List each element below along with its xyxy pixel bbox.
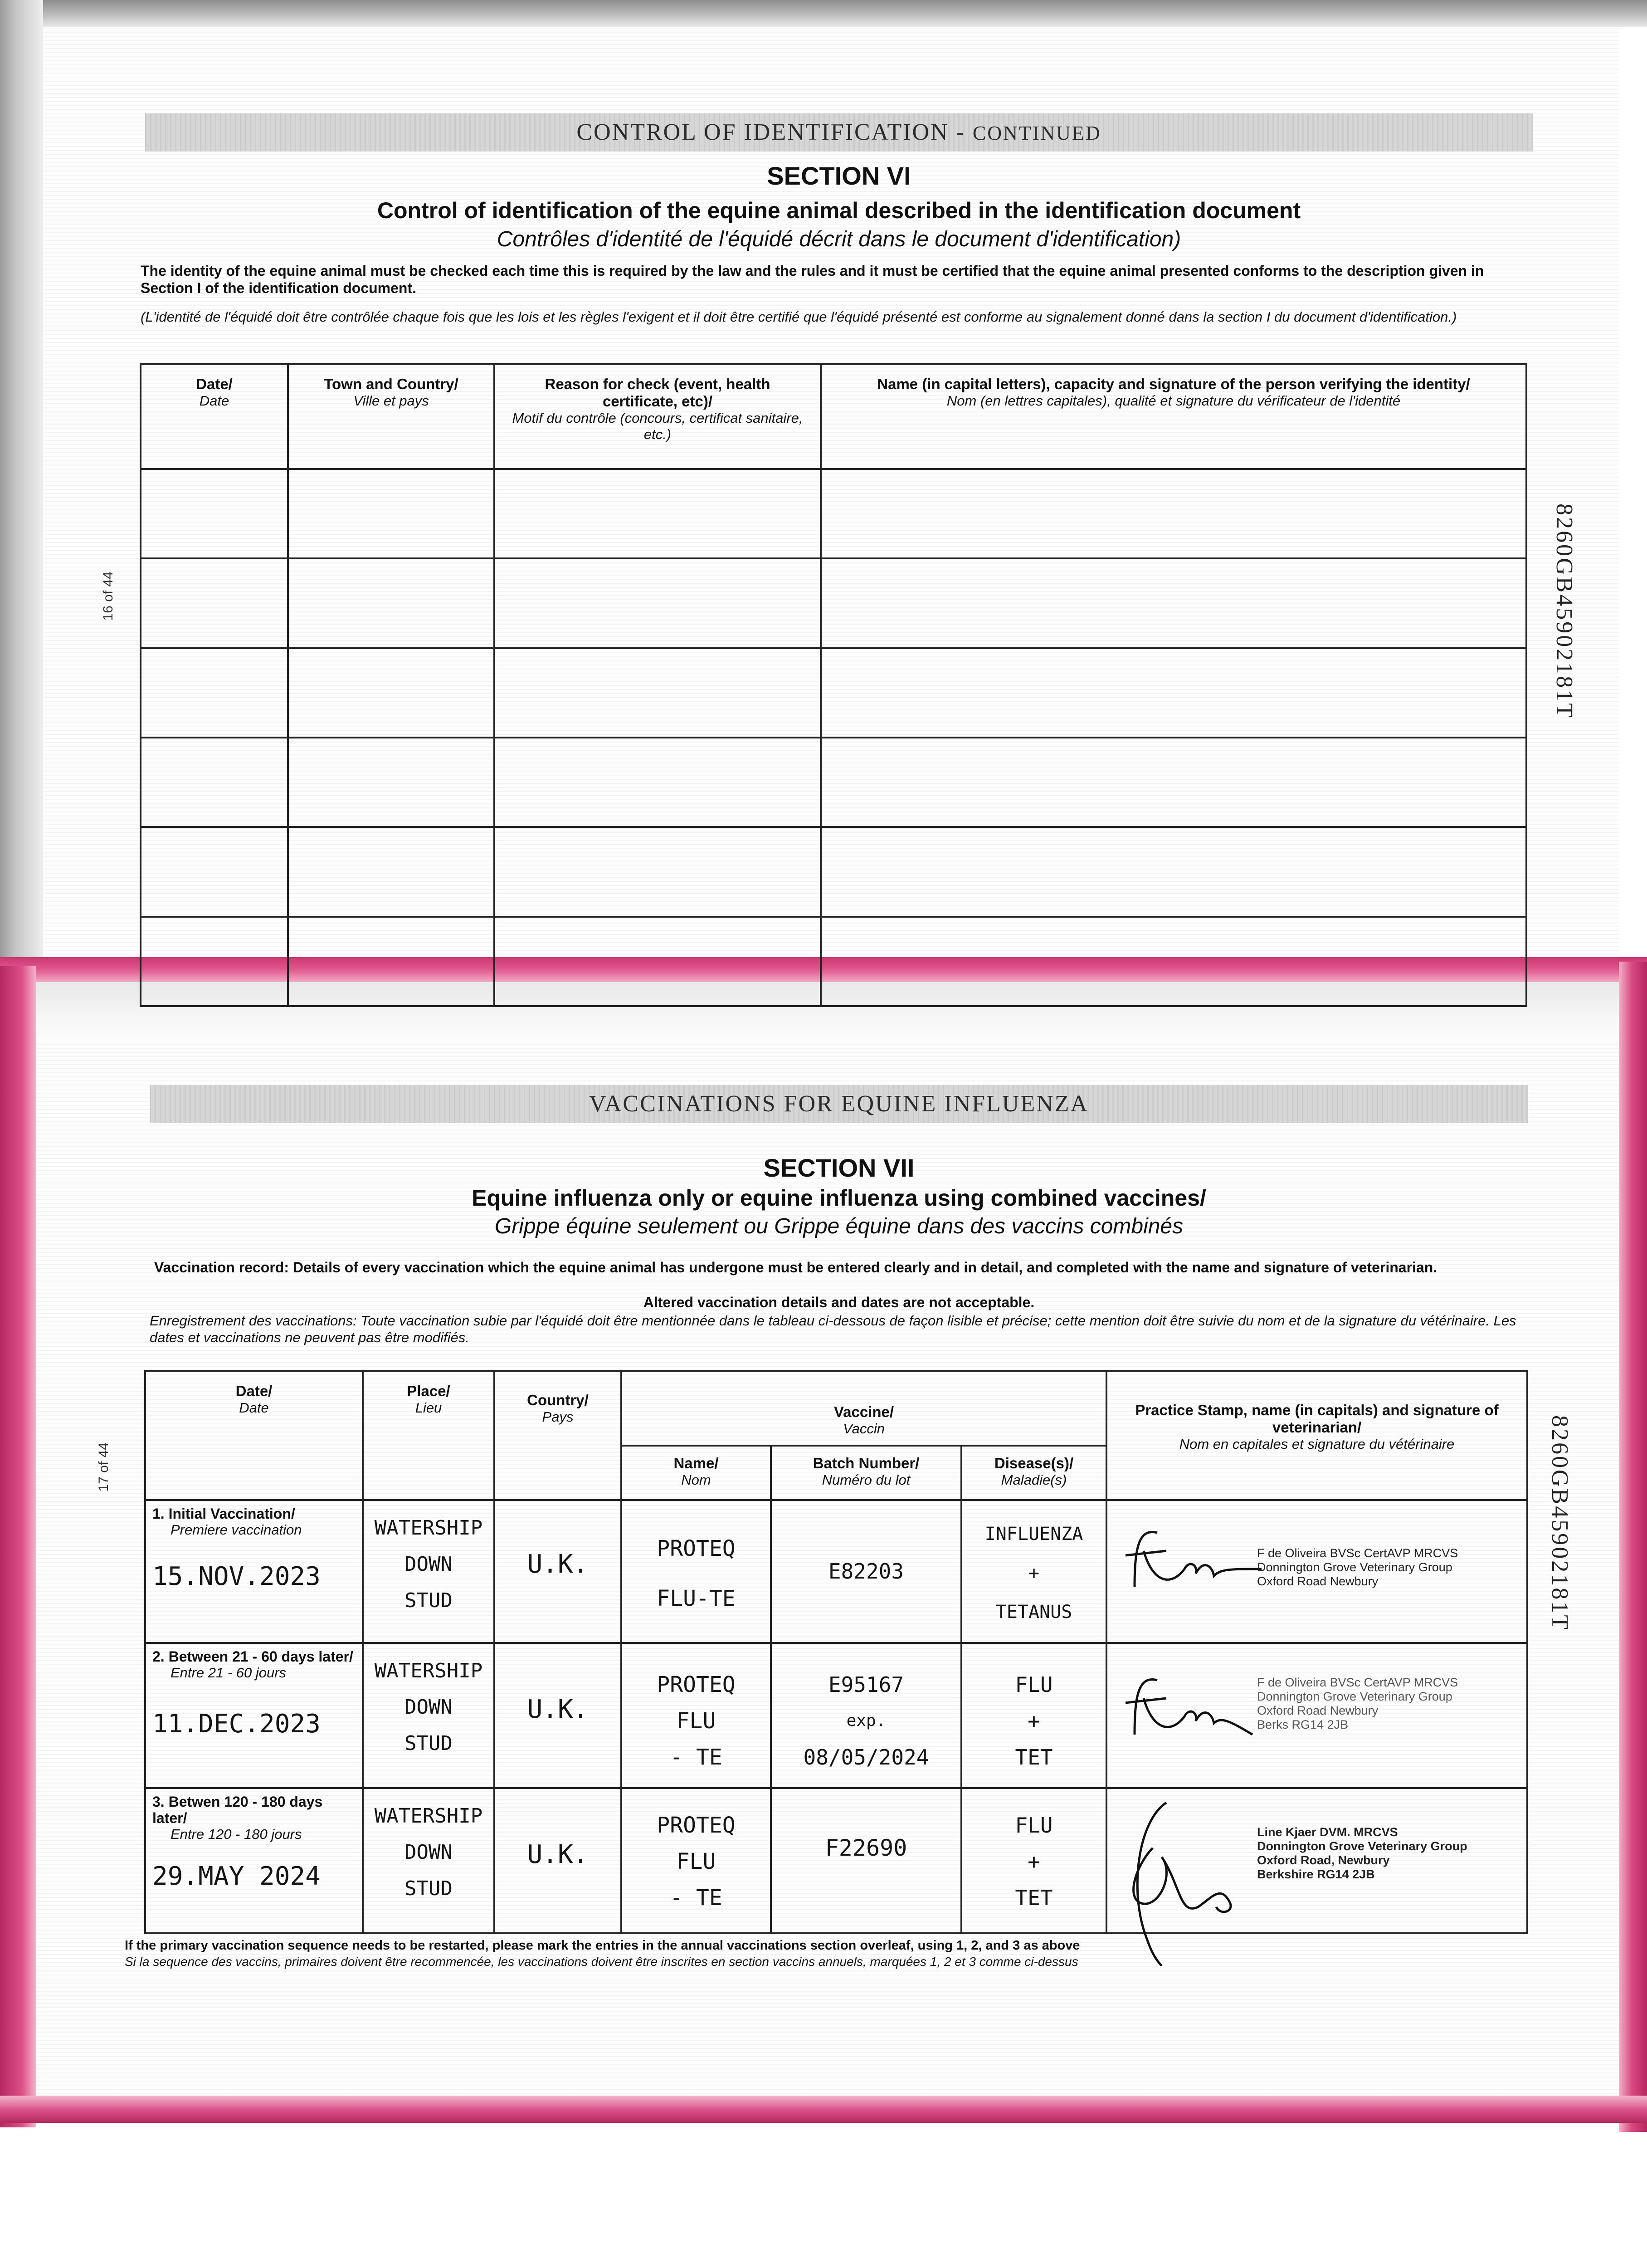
practice-stamp: F de Oliveira BVSc CertAVP MRCVS Donnington Grove Veterinary Group Oxford Road Newbury [1257, 1546, 1458, 1588]
col-header-vaccine: Vaccine/ Vaccin [621, 1371, 1106, 1446]
cell-country[interactable]: U.K. [494, 1788, 621, 1933]
cell-date[interactable] [141, 827, 288, 916]
cell-batch[interactable]: E95167 exp. 08/05/2024 [771, 1643, 961, 1788]
section-heading: Equine influenza only or equine influenza using combined vaccines/ [472, 1185, 1206, 1211]
col-header-stamp: Practice Stamp, name (in capitals) and signature of veterinarian/ Nom en capitales et signature du vétérinaire [1106, 1371, 1527, 1500]
cell-date[interactable] [141, 469, 288, 558]
section-banner [145, 113, 1533, 152]
book-top-edge [0, 0, 1647, 27]
col-header-town: Town and Country/ Ville et pays [288, 364, 494, 469]
cell-date[interactable]: 2. Between 21 - 60 days later/ Entre 21 - 60 jours 11.DEC.2023 [145, 1643, 363, 1788]
cell-reason[interactable] [494, 738, 821, 827]
pink-cover-bottom [0, 2096, 1647, 2123]
cell-disease[interactable]: FLU + TET [961, 1643, 1106, 1788]
cell-country[interactable]: U.K. [494, 1643, 621, 1788]
cell-place[interactable]: WATERSHIP DOWN STUD [363, 1500, 494, 1643]
cell-disease[interactable]: FLU + TET [961, 1788, 1106, 1933]
cell-batch[interactable]: E82203 [771, 1500, 961, 1643]
table-row [141, 558, 1526, 648]
book-left-edge [0, 0, 43, 962]
practice-stamp: Line Kjaer DVM. MRCVS Donnington Grove Veterinary Group Oxford Road, Newbury Berkshire RG14 2JB [1257, 1825, 1467, 1881]
intro-text: Vaccination record: Details of every vaccination which the equine animal has undergone must be entered clearly and in detail, and completed with the name and signature of veterinarian. [154, 1259, 1437, 1276]
passport-number: 8260GB45902181T [1551, 503, 1577, 719]
cell-reason[interactable] [494, 827, 821, 916]
cell-town[interactable] [288, 827, 494, 916]
identity-check-table [140, 363, 1527, 1007]
handwritten-date: 29.MAY 2024 [152, 1862, 321, 1891]
cell-vaccine-name[interactable]: PROTEQ FLU - TE [621, 1788, 771, 1933]
cell-date[interactable] [141, 738, 288, 827]
intro-warning: Altered vaccination details and dates are not acceptable. [643, 1294, 1035, 1310]
veterinarian-signature [1116, 1519, 1266, 1610]
cell-verifier[interactable] [821, 917, 1526, 1006]
cell-reason[interactable] [494, 917, 821, 1006]
cell-date[interactable] [141, 648, 288, 738]
col-header-place: Place/ Lieu [363, 1371, 494, 1500]
cell-verifier[interactable] [821, 738, 1526, 827]
cell-vaccine-name[interactable]: PROTEQ FLU - TE [621, 1643, 771, 1788]
table-row [145, 1788, 1527, 1933]
handwritten-date: 15.NOV.2023 [152, 1562, 321, 1591]
section-banner: VACCINATIONS FOR EQUINE INFLUENZA [150, 1085, 1528, 1123]
cell-verifier[interactable] [821, 648, 1526, 738]
cell-date[interactable] [141, 917, 288, 1006]
cell-vaccine-name[interactable]: PROTEQ FLU-TE [621, 1500, 771, 1643]
passport-number: 8260GB45902181T [1547, 1415, 1573, 1631]
practice-stamp: F de Oliveira BVSc CertAVP MRCVS Donnington Grove Veterinary Group Oxford Road Newbury Berks RG14 2JB [1257, 1676, 1458, 1731]
section-title: SECTION VI [767, 161, 911, 190]
pink-cover-left [0, 966, 36, 2127]
page-number: 16 of 44 [101, 572, 116, 621]
table-header-row [141, 364, 1526, 469]
cell-town[interactable] [288, 469, 494, 558]
banner-continued: CONTINUED [972, 122, 1101, 144]
footnote-fr: Si la sequence des vaccins, primaires doivent être recommencée, les vaccinations doivent être inscrites en section vaccins annuels, marquées 1, 2 et 3 comme ci-dessus [125, 1955, 1078, 1969]
table-row [141, 738, 1526, 827]
cell-verifier[interactable] [821, 469, 1526, 558]
cell-disease[interactable]: INFLUENZA + TETANUS [961, 1500, 1106, 1643]
handwritten-date: 11.DEC.2023 [152, 1709, 321, 1739]
table-header-row [145, 1371, 1527, 1446]
cell-town[interactable] [288, 917, 494, 1006]
cell-place[interactable]: WATERSHIP DOWN STUD [363, 1788, 494, 1933]
col-header-disease: Disease(s)/ Maladie(s) [961, 1446, 1106, 1500]
cell-stamp[interactable] [1106, 1500, 1527, 1643]
banner-title: CONTROL OF IDENTIFICATION - [576, 119, 965, 145]
cell-date[interactable]: 1. Initial Vaccination/ Premiere vaccination 15.NOV.2023 [145, 1500, 363, 1643]
cell-town[interactable] [288, 738, 494, 827]
section-heading-fr: Contrôles d'identité de l'équidé décrit dans le document d'identification) [497, 227, 1181, 251]
table-row [141, 827, 1526, 916]
cell-date[interactable] [141, 558, 288, 648]
cell-reason[interactable] [494, 558, 821, 648]
intro-text-fr: (L'identité de l'équidé doit être contrôlée chaque fois que les lois et les règles l'exigent et il doit être certifié que l'équidé présenté est conforme au signalement donné dans la section I du document d'identification.) [141, 309, 1457, 325]
pink-cover-right [1619, 962, 1647, 2132]
cell-place[interactable]: WATERSHIP DOWN STUD [363, 1643, 494, 1788]
table-row [141, 648, 1526, 738]
veterinarian-signature [1116, 1667, 1266, 1757]
cell-town[interactable] [288, 558, 494, 648]
col-header-batch: Batch Number/ Numéro du lot [771, 1446, 961, 1500]
cell-stamp[interactable] [1106, 1788, 1527, 1933]
col-header-date: Date/ Date [145, 1371, 363, 1500]
footnote: If the primary vaccination sequence needs to be restarted, please mark the entries in the annual vaccinations section overleaf, using 1, 2, and 3 as above [125, 1938, 1080, 1953]
vaccination-table [144, 1370, 1528, 1934]
page-number: 17 of 44 [96, 1442, 111, 1492]
col-header-country: Country/ Pays [494, 1371, 621, 1500]
section-heading-fr: Grippe équine seulement ou Grippe équine dans des vaccins combinés [494, 1214, 1184, 1238]
cell-verifier[interactable] [821, 558, 1526, 648]
cell-batch[interactable]: F22690 [771, 1788, 961, 1933]
cell-reason[interactable] [494, 648, 821, 738]
cell-verifier[interactable] [821, 827, 1526, 916]
cell-stamp[interactable] [1106, 1643, 1527, 1788]
table-row [145, 1643, 1527, 1788]
col-header-reason: Reason for check (event, health certificate, etc)/ Motif du contrôle (concours, certificat sanitaire, etc.) [494, 364, 821, 469]
col-header-vaccine-name: Name/ Nom [621, 1446, 771, 1500]
cell-reason[interactable] [494, 469, 821, 558]
table-row [141, 469, 1526, 558]
cell-town[interactable] [288, 648, 494, 738]
intro-text: The identity of the equine animal must be checked each time this is required by the law and the rules and it must be certified that the equine animal presented conforms to the description given in Section I of the identification document. [141, 263, 1484, 296]
intro-text-fr: Enregistrement des vaccinations: Toute vaccination subie par l'équidé doit être mentionnée dans le tableau ci-dessous de façon lisible et précise; cette mention doit être suivie du nom et de la signature du vétérinaire. Les dates et vaccinations ne peuvent pas être modifiés. [150, 1313, 1516, 1345]
col-header-date: Date/ Date [141, 364, 288, 469]
col-header-name: Name (in capital letters), capacity and signature of the person verifying the identity/ Nom (en lettres capitales), qualité et signature du vérificateur de l'identité [821, 364, 1526, 469]
cell-country[interactable]: U.K. [494, 1500, 621, 1643]
table-row [145, 1500, 1527, 1643]
section-title: SECTION VII [763, 1154, 915, 1182]
cell-date[interactable]: 3. Betwen 120 - 180 days later/ Entre 120 - 180 jours 29.MAY 2024 [145, 1788, 363, 1933]
table-row [141, 917, 1526, 1006]
section-heading: Control of identification of the equine animal described in the identification document [377, 198, 1301, 223]
